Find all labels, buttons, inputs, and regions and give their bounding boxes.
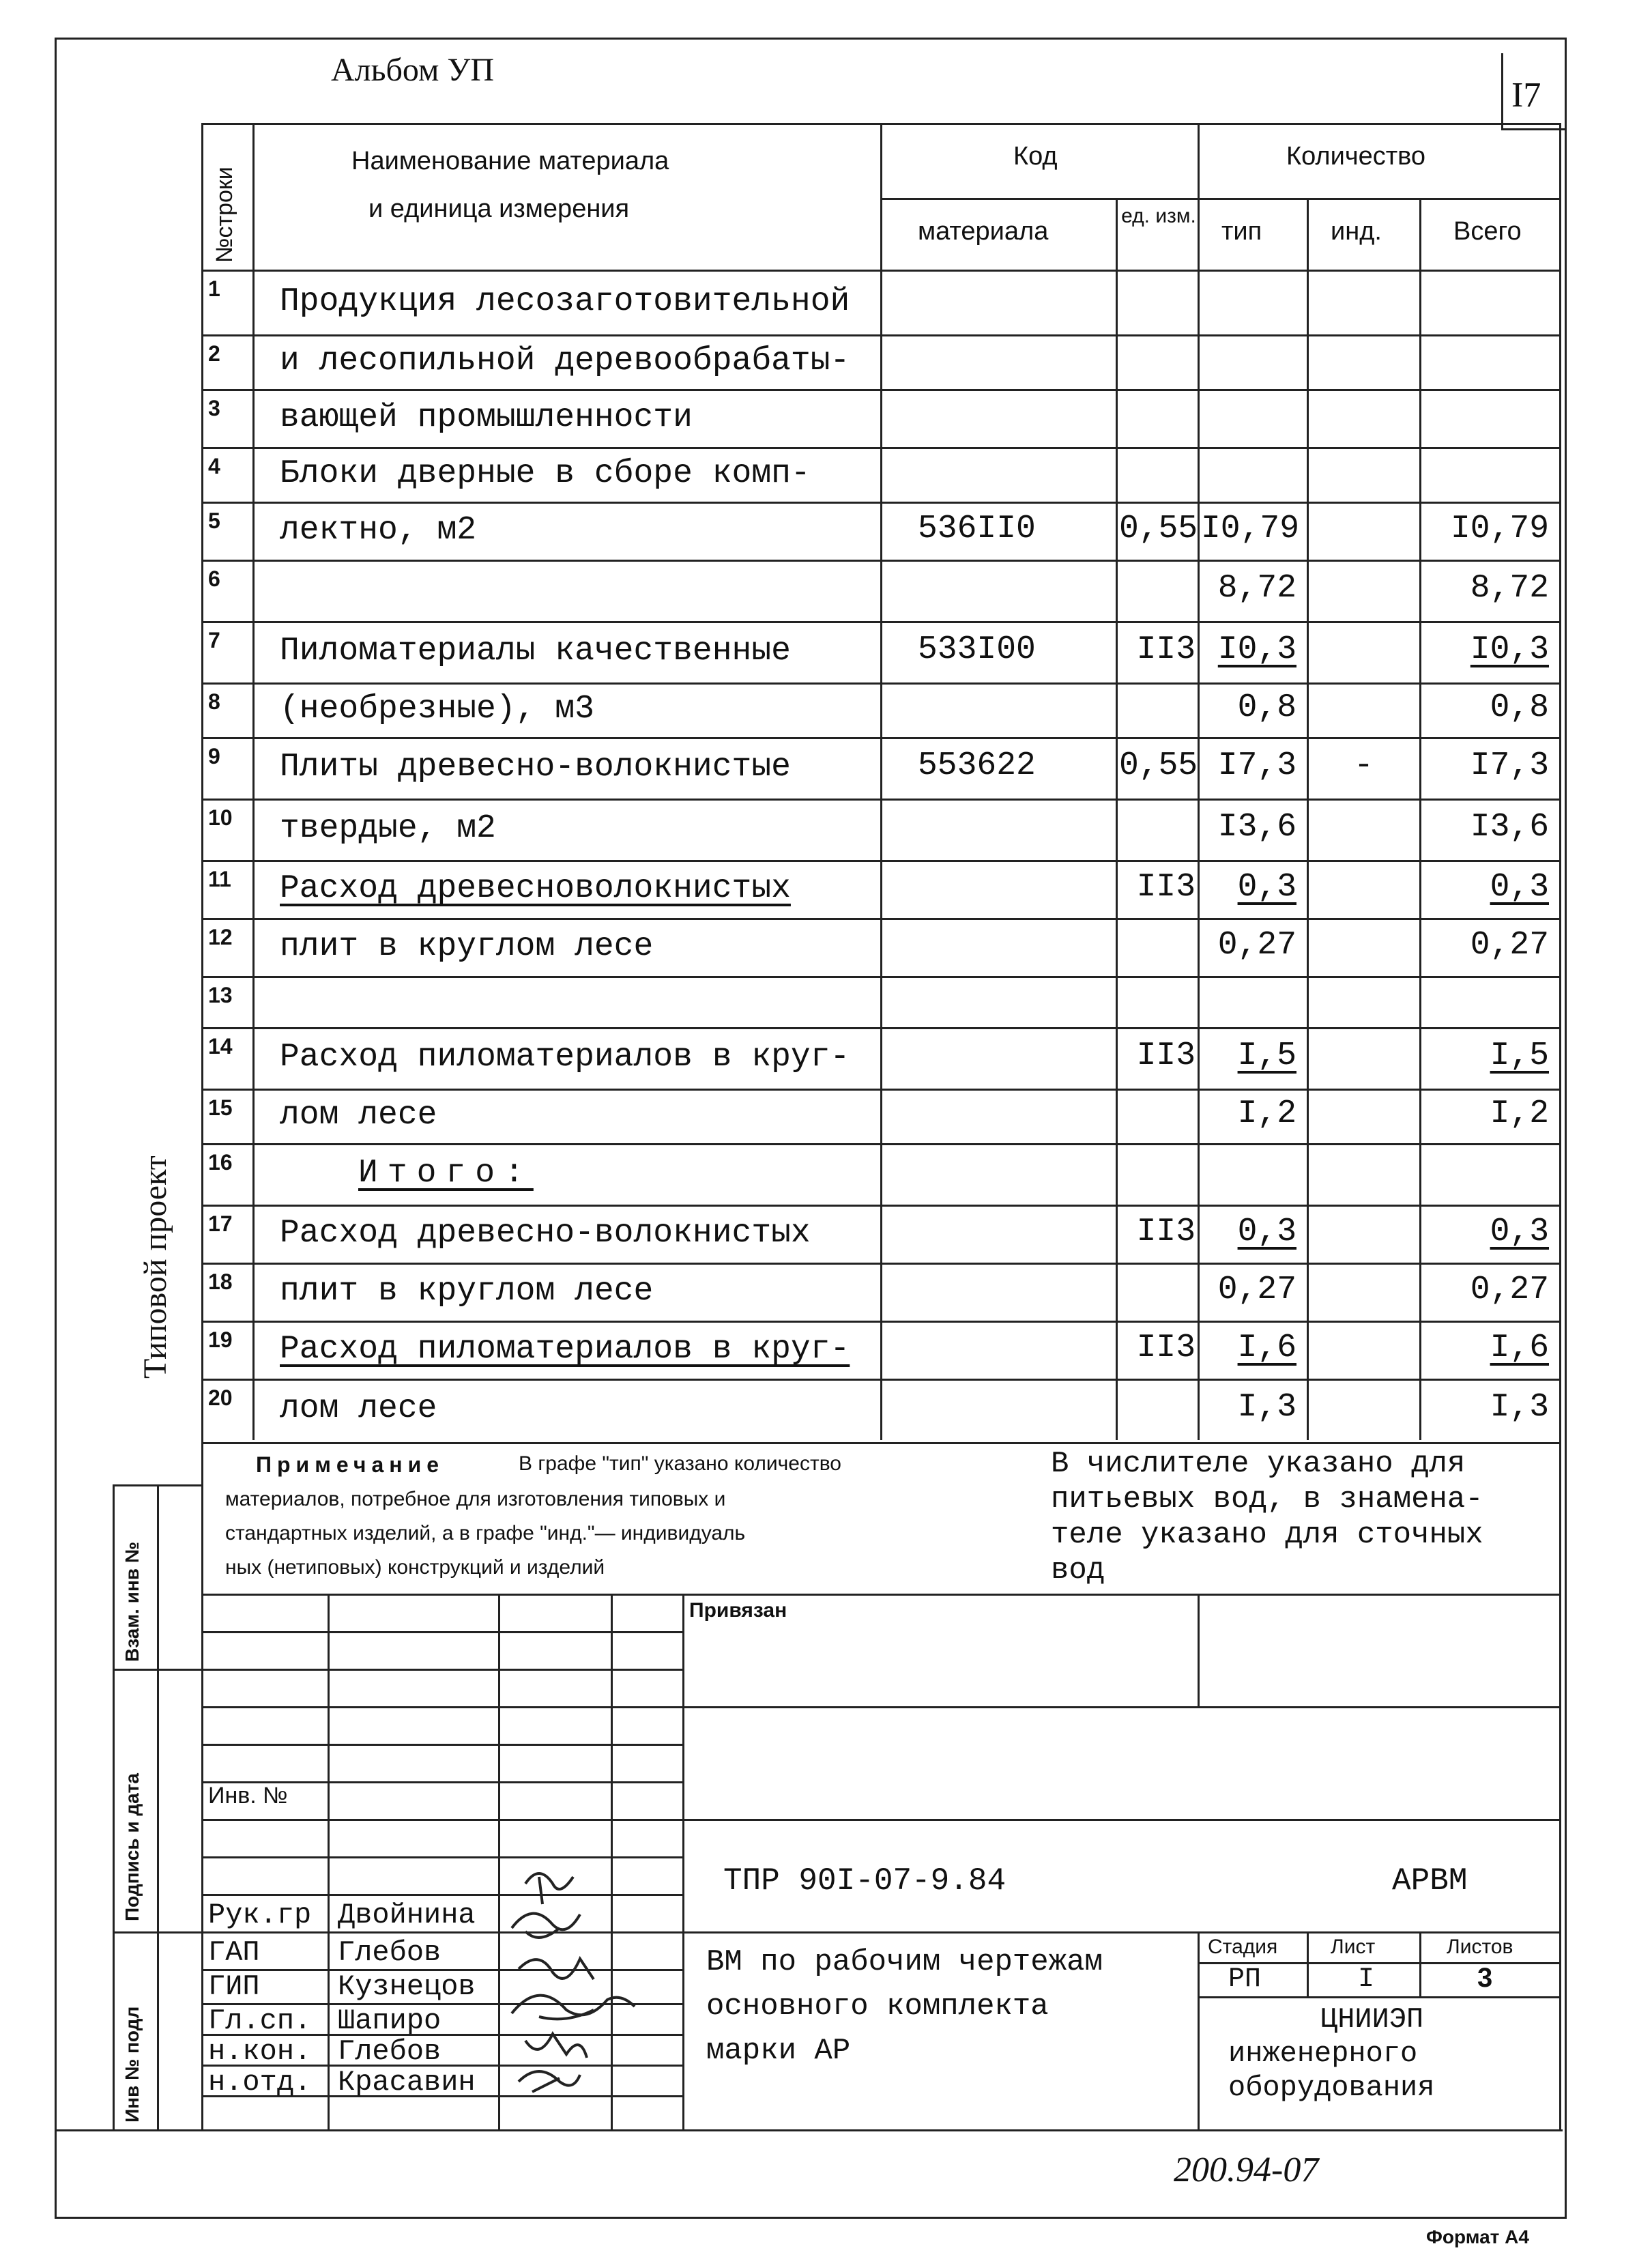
cell-tip: I,3 <box>1237 1389 1296 1426</box>
cell-unit: II3 <box>1136 1329 1195 1366</box>
note-right2: питьевых вод, в знамена- <box>1051 1482 1483 1516</box>
cell-tip: I3,6 <box>1217 809 1296 846</box>
row-divider <box>201 1089 1559 1091</box>
row-divider <box>201 389 1559 391</box>
row-divider <box>201 918 1559 920</box>
mark: АРВМ <box>1392 1863 1468 1899</box>
cell-tip: 0,27 <box>1217 1271 1296 1308</box>
material-name: Расход пиломатериалов в круг- <box>280 1330 850 1368</box>
row-number: 10 <box>208 805 233 830</box>
cell-total: I,2 <box>1490 1095 1549 1132</box>
stage-label: Стадия <box>1208 1936 1278 1958</box>
row-number: 12 <box>208 925 233 949</box>
header-qty-ind: инд. <box>1331 217 1382 246</box>
stamp-name: Глебов <box>338 2035 441 2068</box>
row-divider <box>201 1263 1559 1265</box>
row-divider <box>201 682 1559 685</box>
cell-tip: 0,3 <box>1237 1213 1296 1250</box>
cell-unit: II3 <box>1136 631 1195 668</box>
inv-no-label: Инв. № <box>208 1783 288 1809</box>
cell-tip: I0,79 <box>1201 510 1300 547</box>
row-number: 6 <box>208 566 220 591</box>
material-name: (необрезные), м3 <box>280 691 594 728</box>
material-name: Итого: <box>358 1155 534 1192</box>
title-line3: марки АР <box>706 2034 851 2068</box>
material-name: Расход древесноволокнистых <box>280 869 791 907</box>
cell-unit: II3 <box>1136 868 1195 906</box>
stamp-name: Глебов <box>338 1936 441 1969</box>
header-code: Код <box>1013 142 1058 171</box>
stamp-name: Двойнина <box>338 1899 476 1931</box>
header-qty-type: тип <box>1221 217 1262 246</box>
material-name: Продукция лесозаготовительной <box>280 283 850 320</box>
cell-total: I,6 <box>1490 1329 1549 1366</box>
row-number: 8 <box>208 689 220 714</box>
cell-tip: I7,3 <box>1217 747 1296 784</box>
material-name: лом лесе <box>280 1390 437 1427</box>
note-line2: материалов, потребное для изготовления типовых и <box>225 1488 726 1510</box>
note-right3: теле указано для сточных <box>1051 1518 1483 1552</box>
row-number: 3 <box>208 396 220 420</box>
row-divider <box>201 502 1559 504</box>
cell-total: I,3 <box>1490 1389 1549 1426</box>
cell-unit: II3 <box>1136 1037 1195 1074</box>
row-number: 7 <box>208 628 220 652</box>
row-number: 11 <box>208 867 231 891</box>
header-code-unit: ед. изм. <box>1121 205 1196 227</box>
stamp-role: ГИП <box>208 1970 260 2003</box>
cell-unit: II3 <box>1136 1213 1195 1250</box>
side-label: Типовой проект <box>137 1155 173 1379</box>
row-divider <box>201 799 1559 801</box>
material-name: плит в круглом лесе <box>280 1272 654 1310</box>
cell-total: 0,8 <box>1490 689 1549 726</box>
stamp-role: н.отд. <box>208 2066 312 2099</box>
material-name: плит в круглом лесе <box>280 928 654 965</box>
cell-total: I,5 <box>1490 1037 1549 1074</box>
title-line2: основного комплекта <box>706 1989 1049 2024</box>
project-code: ТПР 90I-07-9.84 <box>723 1863 1006 1899</box>
side-vzam: Взам. инв № <box>121 1542 143 1662</box>
cell-total: I3,6 <box>1470 809 1549 846</box>
material-name: твердые, м2 <box>280 810 496 847</box>
row-divider <box>201 621 1559 623</box>
header-name-line2: и единица измерения <box>368 195 630 223</box>
note-right4: вод <box>1051 1553 1105 1587</box>
note-line1: В графе "тип" указано количество <box>519 1452 841 1475</box>
cell-ind: - <box>1354 747 1374 784</box>
row-number: 13 <box>208 983 233 1007</box>
row-divider <box>201 976 1559 978</box>
row-divider <box>201 860 1559 862</box>
note-right1: В числителе указано для <box>1051 1447 1466 1481</box>
org-line3: оборудования <box>1228 2071 1435 2104</box>
row-divider <box>201 334 1559 336</box>
row-divider <box>201 447 1559 449</box>
stage-value: РП <box>1228 1964 1262 1995</box>
stamp-role: Гл.сп. <box>208 2004 312 2037</box>
row-divider <box>201 1027 1559 1029</box>
cell-unit: 0,55 <box>1119 747 1198 784</box>
cell-total: 8,72 <box>1470 570 1549 607</box>
row-number: 14 <box>208 1034 233 1059</box>
cell-tip: I0,3 <box>1217 631 1296 668</box>
title-line1: ВМ по рабочим чертежам <box>706 1945 1103 1979</box>
row-number: 4 <box>208 454 220 478</box>
cell-total: 0,27 <box>1470 1271 1549 1308</box>
cell-tip: 8,72 <box>1217 570 1296 607</box>
material-name: лом лесе <box>280 1097 437 1134</box>
cell-total: 0,3 <box>1490 868 1549 906</box>
cell-code: 536II0 <box>918 510 1036 547</box>
side-inv-podl: Инв № подл <box>121 2006 143 2123</box>
doc-number: 200.94-07 <box>1174 2151 1319 2189</box>
stamp-name: Красавин <box>338 2066 476 2099</box>
row-divider <box>201 1321 1559 1323</box>
row-divider <box>201 1205 1559 1207</box>
stamp-role: н.кон. <box>208 2035 312 2068</box>
stamp-role: Рук.гр <box>208 1899 312 1931</box>
cell-code: 533I00 <box>918 631 1036 668</box>
cell-tip: I,5 <box>1237 1037 1296 1074</box>
header-code-material: материала <box>918 217 1049 246</box>
cell-unit: 0,55 <box>1119 510 1198 547</box>
row-divider <box>201 1143 1559 1145</box>
stamp-role: ГАП <box>208 1936 260 1969</box>
header-row-no: №строки <box>212 167 237 263</box>
header-name-line1: Наименование материала <box>351 147 669 175</box>
row-number: 17 <box>208 1211 233 1236</box>
note-line3: стандартных изделий, а в графе "инд."— индивидуаль <box>225 1522 746 1544</box>
cell-tip: 0,27 <box>1217 926 1296 964</box>
row-number: 18 <box>208 1269 233 1294</box>
stamp-name: Кузнецов <box>338 1970 476 2003</box>
org-line1: ЦНИИЭП <box>1320 2003 1424 2036</box>
material-name: вающей промышленности <box>280 399 693 436</box>
sheet-value: I <box>1358 1964 1375 1995</box>
sheets-value: 3 <box>1477 1963 1493 1993</box>
cell-total: I0,79 <box>1450 510 1549 547</box>
side-podpis: Подпись и дата <box>121 1773 143 1921</box>
row-divider <box>201 1379 1559 1381</box>
row-number: 19 <box>208 1327 233 1352</box>
row-number: 16 <box>208 1150 233 1175</box>
material-name: Расход древесно-волокнистых <box>280 1214 811 1252</box>
cell-total: I0,3 <box>1470 631 1549 668</box>
cell-tip: 0,8 <box>1237 689 1296 726</box>
material-name: Блоки дверные в сборе комп- <box>280 455 811 492</box>
row-number: 1 <box>208 276 220 301</box>
org-line2: инженерного <box>1228 2037 1418 2070</box>
stamp-name: Шапиро <box>338 2004 441 2037</box>
row-divider <box>201 737 1559 739</box>
cell-total: I7,3 <box>1470 747 1549 784</box>
sheet-label: Лист <box>1331 1936 1376 1958</box>
sheets-label: Листов <box>1447 1936 1513 1958</box>
cell-tip: I,2 <box>1237 1095 1296 1132</box>
cell-tip: I,6 <box>1237 1329 1296 1366</box>
material-name: Плиты древесно-волокнистые <box>280 749 791 786</box>
signatures <box>498 1856 689 2129</box>
note-title: Примечание <box>256 1452 445 1477</box>
album-label: Альбом УП <box>331 52 495 88</box>
note-line4: ных (нетиповых) конструкций и изделий <box>225 1556 605 1579</box>
header-quantity: Количество <box>1286 142 1426 171</box>
cell-total: 0,27 <box>1470 926 1549 964</box>
cell-total: 0,3 <box>1490 1213 1549 1250</box>
material-name: лектно, м2 <box>280 511 477 549</box>
sheet-number: I7 <box>1511 76 1541 115</box>
material-name: и лесопильной деревообрабаты- <box>280 343 850 379</box>
row-number: 2 <box>208 341 220 366</box>
row-number: 15 <box>208 1095 233 1120</box>
privyazan-label: Привязан <box>689 1599 787 1622</box>
cell-code: 553622 <box>918 747 1036 784</box>
row-divider <box>201 560 1559 562</box>
row-number: 20 <box>208 1385 233 1410</box>
material-name: Пиломатериалы качественные <box>280 633 791 670</box>
format-label: Формат А4 <box>1426 2226 1529 2247</box>
row-number: 9 <box>208 744 220 768</box>
row-number: 5 <box>208 508 220 533</box>
header-qty-total: Всего <box>1453 217 1522 246</box>
cell-tip: 0,3 <box>1237 868 1296 906</box>
material-name: Расход пиломатериалов в круг- <box>280 1039 850 1076</box>
